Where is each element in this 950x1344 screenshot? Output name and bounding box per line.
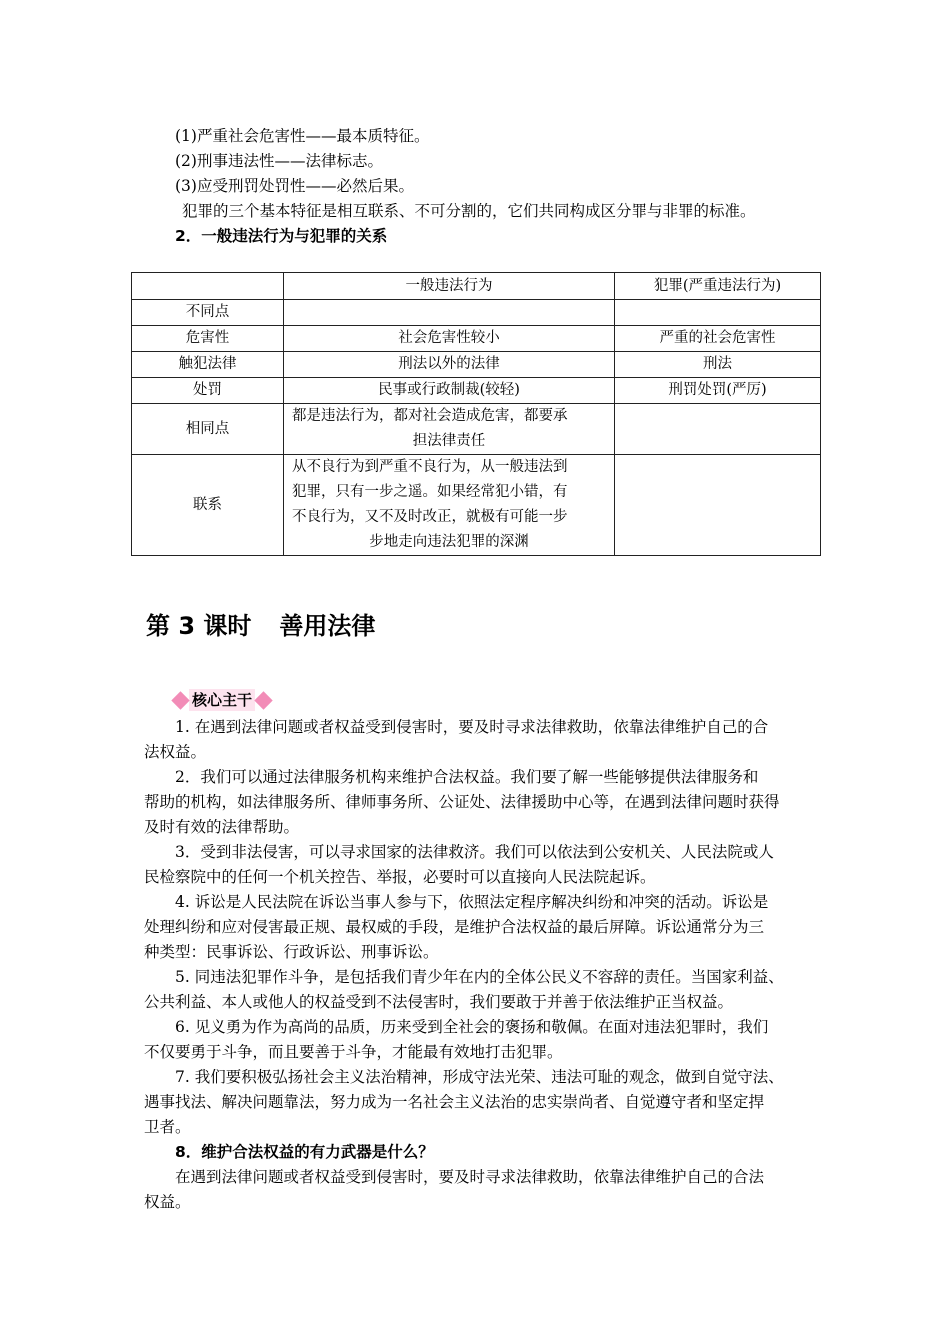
table-row: [132, 378, 821, 404]
table-row-label: 处罚: [132, 378, 284, 404]
feature-line-1: (1)严重社会危害性——最本质特征。: [175, 127, 430, 145]
question-line: 8．维护合法权益的有力武器是什么？: [175, 1143, 434, 1161]
table-row-label: 不同点: [132, 300, 284, 326]
paragraph-line: 法权益。: [144, 743, 207, 761]
table-header-row: [132, 273, 821, 300]
diamond-icon: [254, 691, 272, 709]
table-row-label: 危害性: [132, 326, 284, 352]
section-title: 2．一般违法行为与犯罪的关系: [175, 227, 388, 245]
paragraph-line: 7. 我们要积极弘扬社会主义法治精神，形成守法光荣、违法可耻的观念，做到自觉守法、: [175, 1068, 784, 1086]
table-cell: [284, 300, 615, 326]
table-row: [132, 300, 821, 326]
table-cell: 刑法以外的法律: [284, 352, 615, 378]
paragraph-line: 在遇到法律问题或者权益受到侵害时，要及时寻求法律救助，依靠法律维护自己的合法: [175, 1168, 765, 1186]
table-cell: [284, 455, 615, 556]
table-header-cell: [132, 273, 284, 300]
paragraph-line: 5. 同违法犯罪作斗争，是包括我们青少年在内的全体公民义不容辞的责任。当国家利益、: [175, 968, 784, 986]
cell-line: 不良行为，又不及时改正，就极有可能一步: [292, 509, 568, 525]
paragraph-line: 1. 在遇到法律问题或者权益受到侵害时，要及时寻求法律救助，依靠法律维护自己的合: [175, 718, 769, 736]
comparison-table: [131, 272, 821, 556]
table-cell: [615, 404, 821, 455]
core-badge-label: 核心主干: [189, 689, 255, 711]
paragraph-line: 及时有效的法律帮助。: [144, 818, 300, 836]
table-cell: 社会危害性较小: [284, 326, 615, 352]
paragraph-line: 权益。: [144, 1193, 191, 1211]
table-row: [132, 404, 821, 455]
paragraph-line: 不仅要勇于斗争，而且要善于斗争，才能最有效地打击犯罪。: [144, 1043, 563, 1061]
table-row-label: 相同点: [132, 404, 284, 455]
paragraph-line: 帮助的机构，如法律服务所、律师事务所、公证处、法律援助中心等，在遇到法律问题时获得: [144, 793, 780, 811]
table-cell: 民事或行政制裁(较轻): [284, 378, 615, 404]
core-badge: [172, 689, 272, 711]
diamond-icon: [171, 691, 189, 709]
features-summary: 犯罪的三个基本特征是相互联系、不可分割的，它们共同构成区分罪与非罪的标准。: [182, 202, 756, 220]
paragraph-line: 3．受到非法侵害，可以寻求国家的法律救济。我们可以依法到公安机关、人民法院或人: [175, 843, 774, 861]
table-cell: [615, 300, 821, 326]
paragraph-line: 处理纠纷和应对侵害最正规、最权威的手段，是维护合法权益的最后屏障。诉讼通常分为三: [144, 918, 765, 936]
feature-line-3: (3)应受刑罚处罚性——必然后果。: [175, 177, 414, 195]
cell-line: 步地走向违法犯罪的深渊: [369, 534, 529, 550]
cell-line: 担法律责任: [412, 433, 486, 449]
lesson-number: 第 3 课时: [146, 612, 252, 640]
table-cell: 严重的社会危害性: [615, 326, 821, 352]
lesson-heading: [146, 606, 375, 641]
cell-line: 从不良行为到严重不良行为，从一般违法到: [292, 459, 568, 475]
paragraph-line: 种类型：民事诉讼、行政诉讼、刑事诉讼。: [144, 943, 439, 961]
table-row-label: 联系: [132, 455, 284, 556]
table-row: [132, 352, 821, 378]
paragraph-line: 遇事找法、解决问题靠法，努力成为一名社会主义法治的忠实崇尚者、自觉遵守者和坚定捍: [144, 1093, 765, 1111]
feature-line-2: (2)刑事违法性——法律标志。: [175, 152, 383, 170]
paragraph-line: 2．我们可以通过法律服务机构来维护合法权益。我们要了解一些能够提供法律服务和: [175, 768, 759, 786]
table-cell: 刑罚处罚(严厉): [615, 378, 821, 404]
paragraph-line: 6. 见义勇为作为高尚的品质，历来受到全社会的褒扬和敬佩。在面对违法犯罪时，我们: [175, 1018, 769, 1036]
table-cell: [284, 404, 615, 455]
table-cell: [615, 455, 821, 556]
paragraph-line: 公共利益、本人或他人的权益受到不法侵害时，我们要敢于并善于依法维护正当权益。: [144, 993, 734, 1011]
paragraph-line: 4. 诉讼是人民法院在诉讼当事人参与下，依照法定程序解决纠纷和冲突的活动。诉讼是: [175, 893, 769, 911]
table-header-cell: 犯罪(严重违法行为): [615, 273, 821, 300]
cell-line: 犯罪，只有一步之遥。如果经常犯小错，有: [292, 484, 568, 500]
table-row: [132, 326, 821, 352]
table-cell: 刑法: [615, 352, 821, 378]
paragraph-line: 卫者。: [144, 1118, 191, 1136]
table-row: [132, 455, 821, 556]
table-header-cell: 一般违法行为: [284, 273, 615, 300]
lesson-title: 善用法律: [279, 612, 376, 640]
paragraph-line: 民检察院中的任何一个机关控告、举报，必要时可以直接向人民法院起诉。: [144, 868, 656, 886]
cell-line: 都是违法行为，都对社会造成危害，都要承: [292, 408, 568, 424]
table-row-label: 触犯法律: [132, 352, 284, 378]
